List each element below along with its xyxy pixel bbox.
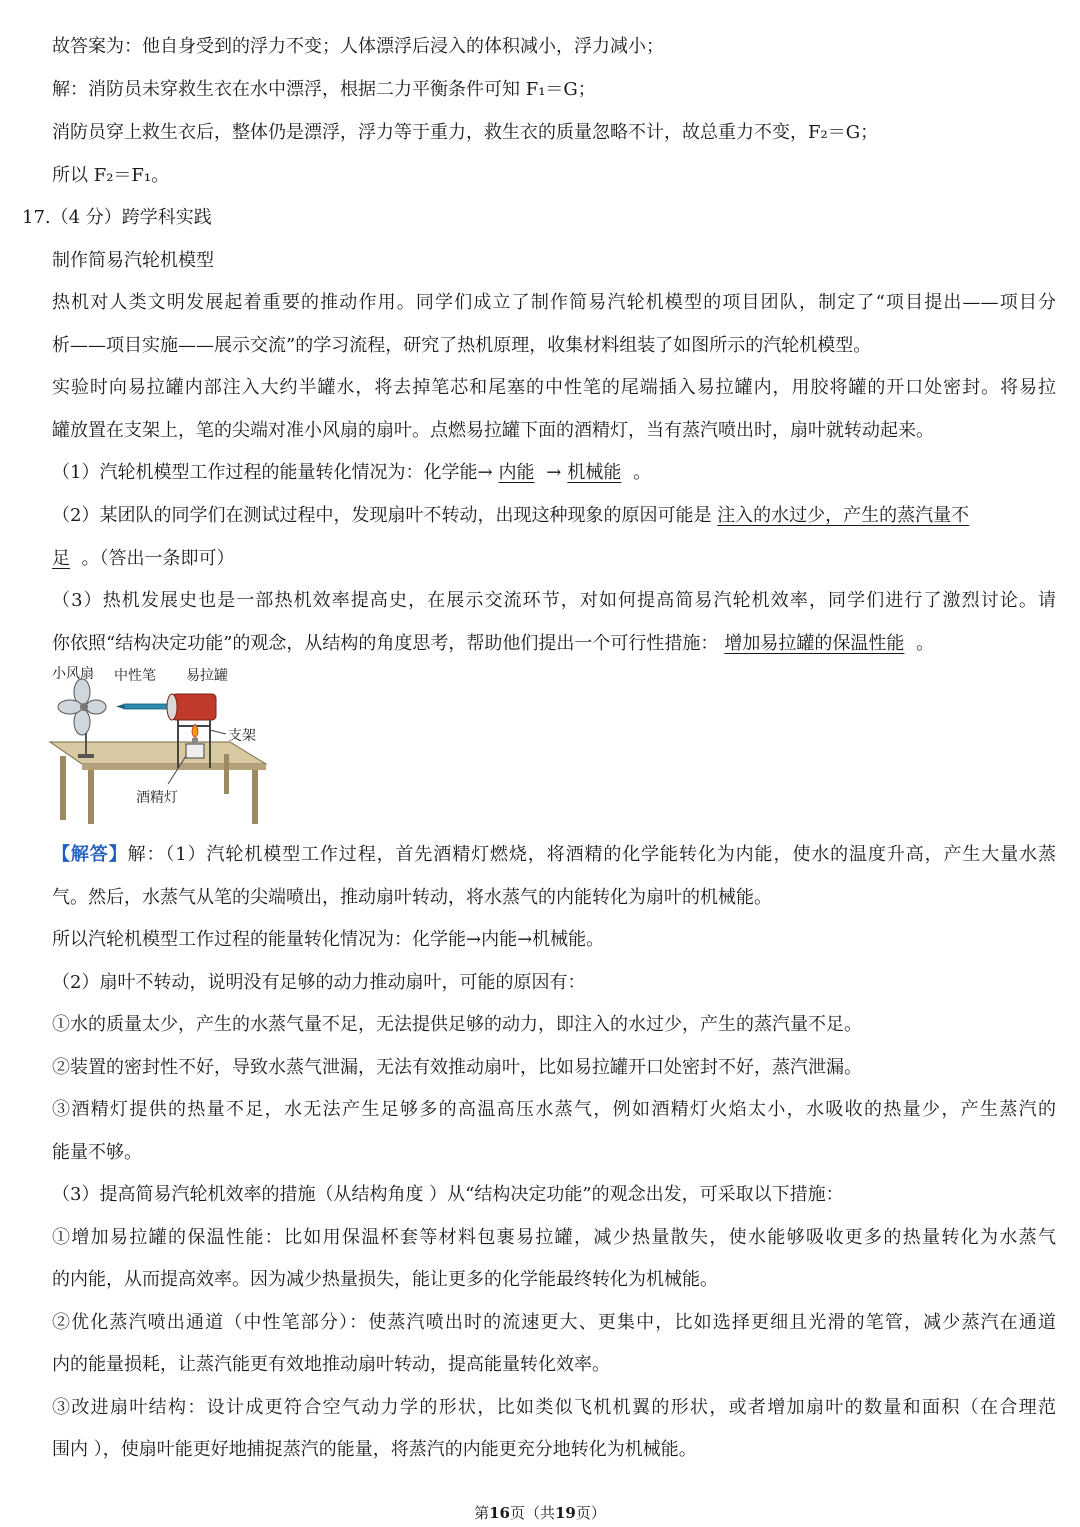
- pen-body: [124, 704, 172, 709]
- question-17-title: 17.（4 分）跨学科实践: [22, 207, 212, 228]
- solution-1-text: 解：（1）汽轮机模型工作过程，首先酒精灯燃烧，将酒精的化学能转化为内能，使水的温度升高，产生大量水蒸: [127, 844, 1056, 865]
- solution-3: （3）提高简易汽轮机效率的措施（从结构角度 ）从“结构决定功能”的观念出发，可采取以下措施：: [52, 1184, 844, 1205]
- can-end: [167, 694, 177, 720]
- answer-blank-3: 注入的水过少，产生的蒸汽量不: [717, 505, 970, 526]
- solution-3-item-3: ③改进扇叶结构：设计成更符合空气动力学的形状，比如类似飞机机翼的形状，或者增加扇叶的数量和面积（在合理范: [52, 1397, 1056, 1418]
- solution-2-item-3: ③酒精灯提供的热量不足，水无法产生足够多的高温高压水蒸气，例如酒精灯火焰太小，水吸收的热量少，产生蒸汽的: [52, 1099, 1056, 1120]
- sub-question-1-text: （1）汽轮机模型工作过程的能量转化情况为：化学能→: [52, 462, 493, 483]
- turbine-model-illustration: [48, 664, 270, 830]
- solution-line: 所以 F₂＝F₁。: [52, 165, 170, 186]
- arrow-text: →: [546, 462, 562, 483]
- label-pen: 中性笔: [114, 668, 156, 684]
- question-subtitle: 制作简易汽轮机模型: [52, 250, 214, 271]
- solution-1: [52, 842, 1056, 868]
- table-leg: [252, 770, 258, 824]
- turbine-model-figure: [48, 664, 270, 830]
- solution-3-item-1-cont: 的内能，从而提高效率。因为减少热量损失，能让更多的化学能最终转化为机械能。: [52, 1269, 718, 1290]
- intro-paragraph: 析——项目实施——展示交流”的学习流程，研究了热机原理，收集材料组装了如图所示的汽轮机模型。: [52, 335, 872, 356]
- answer-blank-3-cont: 足: [52, 548, 70, 569]
- stand-pointer: [210, 730, 226, 734]
- solution-3-item-2-cont: 内的能量损耗，让蒸汽能更有效地推动扇叶转动，提高能量转化效率。: [52, 1354, 610, 1375]
- solution-1-cont: 气。然后，水蒸气从笔的尖端喷出，推动扇叶转动，将水蒸气的内能转化为扇叶的机械能。: [52, 887, 772, 908]
- solution-1-summary: 所以汽轮机模型工作过程的能量转化情况为：化学能→内能→机械能。: [52, 929, 605, 950]
- solution-2: （2）扇叶不转动，说明没有足够的动力推动扇叶，可能的原因有：: [52, 972, 586, 993]
- table-leg: [88, 770, 94, 824]
- experiment-paragraph: 罐放置在支架上，笔的尖端对准小风扇的扇叶。点燃易拉罐下面的酒精灯，当有蒸汽喷出时，扇叶就转动起来。: [52, 420, 934, 441]
- answer-line: 故答案为：他自身受到的浮力不变；人体漂浮后浸入的体积减小，浮力减小；: [52, 36, 664, 57]
- solution-3-item-3-cont: 围内 ），使扇叶能更好地捕捉蒸汽的能量，将蒸汽的内能更充分地转化为机械能。: [52, 1439, 697, 1460]
- sub-question-1: [52, 460, 1056, 486]
- table-leg: [60, 756, 66, 820]
- page-number: 16: [489, 1504, 510, 1522]
- label-can: 易拉罐: [186, 668, 228, 684]
- sub-question-2: [52, 503, 1056, 529]
- intro-paragraph: 热机对人类文明发展起着重要的推动作用。同学们成立了制作简易汽轮机模型的项目团队，制定了“项目提出——项目分: [52, 292, 1056, 313]
- sub-question-3-cont: [52, 631, 1056, 657]
- period: 。: [916, 633, 935, 654]
- solution-line: 解：消防员未穿救生衣在水中漂浮，根据二力平衡条件可知 F₁＝G；: [52, 79, 596, 100]
- jieda-tag: 【解答】: [52, 844, 128, 865]
- table-edge: [82, 764, 266, 770]
- solution-2-item-1: ①水的质量太少，产生的水蒸气量不足，无法提供足够的动力，即注入的水过少，产生的蒸汽量不足。: [52, 1014, 862, 1035]
- solution-3-item-1: ①增加易拉罐的保温性能：比如用保温杯套等材料包裹易拉罐，减少热量散失，使水能够吸收更多的热量转化为水蒸气: [52, 1227, 1056, 1248]
- solution-3-item-2: ②优化蒸汽喷出通道（中性笔部分）：使蒸汽喷出时的流速更大、更集中，比如选择更细且光滑的笔管，减少蒸汽在通道: [52, 1312, 1056, 1333]
- solution-2-item-3-cont: 能量不够。: [52, 1142, 142, 1163]
- sub-question-3: （3）热机发展史也是一部热机效率提高史，在展示交流环节，对如何提高简易汽轮机效率，同学们进行了激烈讨论。请: [52, 590, 1056, 611]
- footer-pre: 第: [474, 1504, 490, 1522]
- solution-line: 消防员穿上救生衣后，整体仍是漂浮，浮力等于重力，救生衣的质量忽略不计，故总重力不变，F₂＝G；: [52, 122, 879, 143]
- solution-2-item-2: ②装置的密封性不好，导致水蒸气泄漏，无法有效推动扇叶，比如易拉罐开口处密封不好，蒸汽泄漏。: [52, 1057, 862, 1078]
- fan-hub: [80, 703, 88, 711]
- page-footer: [0, 1503, 1080, 1523]
- lamp-body: [186, 744, 204, 758]
- lamp-wick: [192, 738, 198, 744]
- table-leg: [224, 754, 229, 794]
- can-body: [172, 694, 216, 720]
- label-stand: 支架: [228, 728, 256, 744]
- pen-tip: [116, 704, 124, 709]
- footer-post: 页）: [575, 1504, 606, 1522]
- sub-question-2-cont: [52, 546, 1056, 572]
- sub-question-3-text: 你依照“结构决定功能”的观念，从结构的角度思考，帮助他们提出一个可行性措施：: [52, 633, 719, 654]
- total-pages: 19: [555, 1504, 576, 1522]
- sub-question-2-end: 。（答出一条即可）: [81, 548, 235, 569]
- label-lamp: 酒精灯: [136, 790, 178, 806]
- answer-blank-2: 机械能: [567, 462, 622, 483]
- fan-base: [78, 754, 94, 758]
- fan-blade: [86, 700, 106, 714]
- sub-question-2-text: （2）某团队的同学们在测试过程中，发现扇叶不转动，出现这种现象的原因可能是: [52, 505, 718, 526]
- fan-blade: [58, 700, 82, 714]
- label-fan: 小风扇: [52, 666, 94, 682]
- experiment-paragraph: 实验时向易拉罐内部注入大约半罐水，将去掉笔芯和尾塞的中性笔的尾端插入易拉罐内，用胶将罐的开口处密封。将易拉: [52, 377, 1056, 398]
- answer-blank-1: 内能: [498, 462, 535, 483]
- answer-blank-4: 增加易拉罐的保温性能: [724, 633, 905, 654]
- table-top: [50, 742, 266, 764]
- period: 。: [633, 462, 652, 483]
- footer-mid: 页（共: [509, 1504, 555, 1522]
